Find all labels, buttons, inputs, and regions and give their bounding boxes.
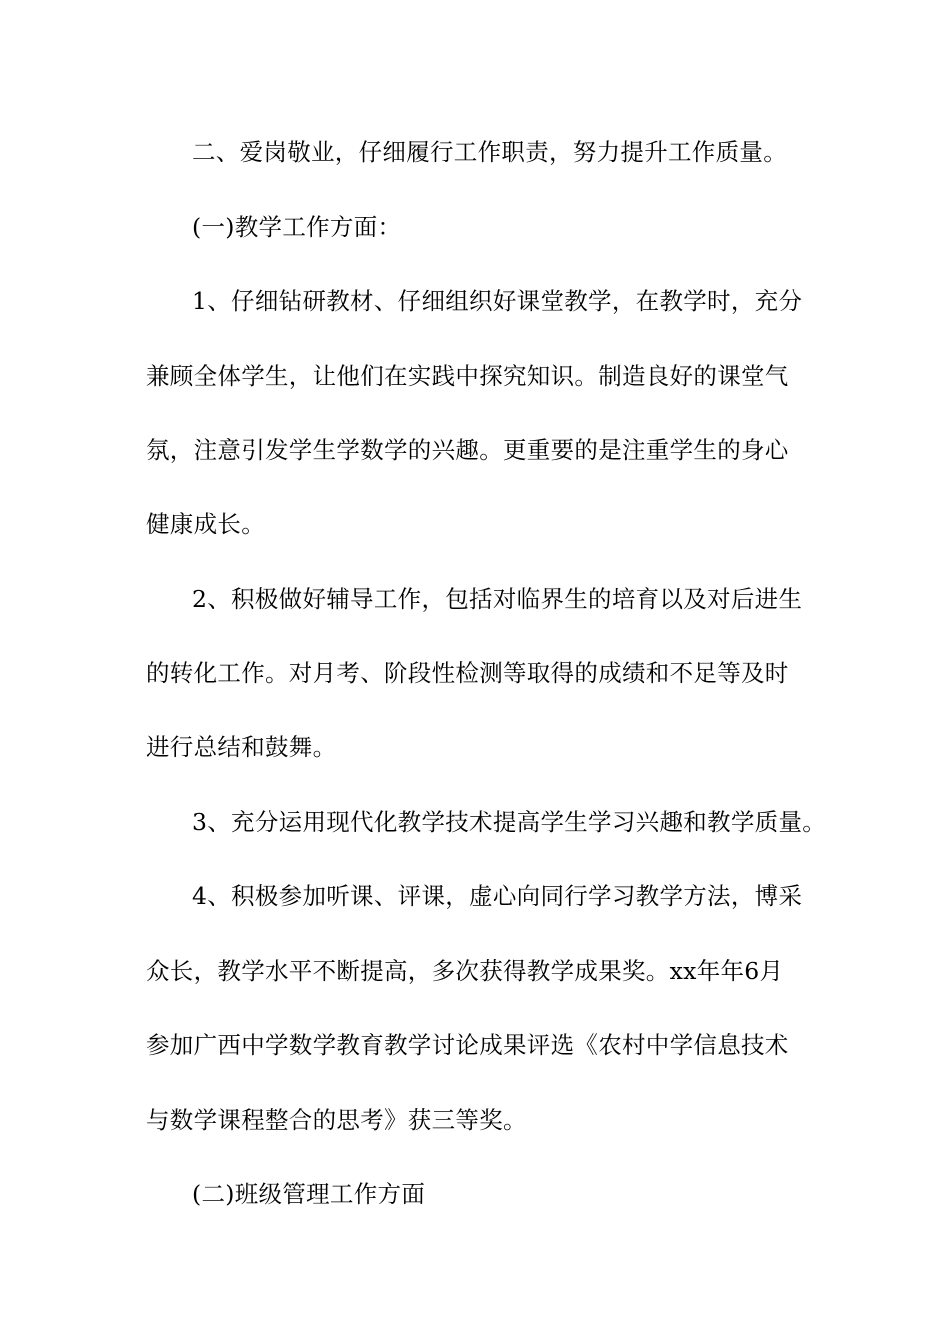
paragraph-line: 3、充分运用现代化教学技术提高学生学习兴趣和教学质量。 [192, 808, 827, 836]
paragraph-line: 进行总结和鼓舞。 [146, 733, 337, 761]
paragraph-line: 与数学课程整合的思考》获三等奖。 [146, 1106, 527, 1134]
section-heading: 二、爱岗敬业，仔细履行工作职责，努力提升工作质量。 [192, 138, 787, 166]
paragraph-line: 4、积极参加听课、评课，虚心向同行学习教学方法，博采 [192, 882, 803, 910]
paragraph-line: 的转化工作。对月考、阶段性检测等取得的成绩和不足等及时 [146, 659, 789, 687]
subsection-heading: (二)班级管理工作方面 [192, 1180, 426, 1208]
paragraph-line: 兼顾全体学生，让他们在实践中探究知识。制造良好的课堂气 [146, 362, 789, 390]
paragraph-line: 1、仔细钻研教材、仔细组织好课堂教学，在教学时，充分 [192, 287, 803, 315]
subsection-heading: (一)教学工作方面： [192, 213, 402, 241]
paragraph-line: 众长，教学水平不断提高，多次获得教学成果奖。xx年年6月 [146, 957, 784, 985]
paragraph-line: 健康成长。 [146, 510, 265, 538]
paragraph-line: 参加广西中学数学教育教学讨论成果评选《农村中学信息技术 [146, 1031, 789, 1059]
paragraph-line: 2、积极做好辅导工作，包括对临界生的培育以及对后进生 [192, 585, 803, 613]
paragraph-line: 氛，注意引发学生学数学的兴趣。更重要的是注重学生的身心 [146, 436, 789, 464]
